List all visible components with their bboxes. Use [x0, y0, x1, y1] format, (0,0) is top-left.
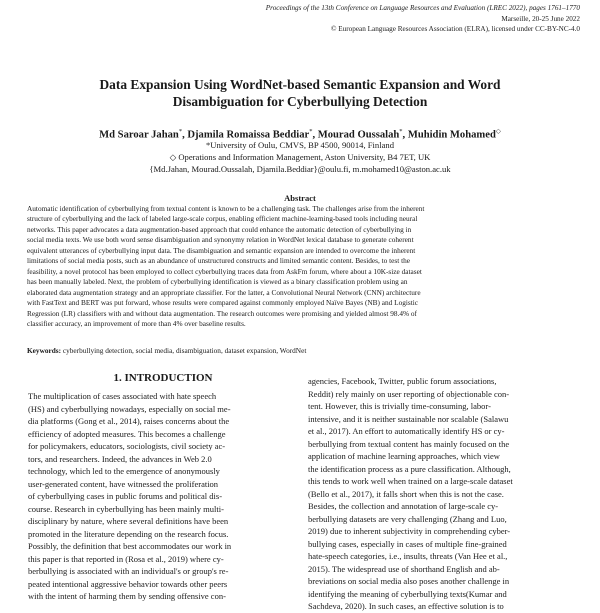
body-text-line: promoted in the literature depending on the research focus. — [28, 528, 229, 539]
body-text-line: efficiency of adopted measures. This becomes a challenge — [28, 428, 226, 439]
affiliation-mark: ◇ — [495, 128, 501, 135]
affiliation-mark: * — [309, 128, 313, 135]
title-line-2: Disambiguation for Cyberbullying Detection — [172, 94, 428, 109]
author-name: Mourad Oussalah — [317, 129, 400, 141]
body-text-line: bullying cases, especially in cases of multiple fine-grained — [308, 538, 507, 549]
body-text-line: berbullying datasets are very challenging (Zhang and Luo, — [308, 513, 507, 524]
body-text-line: this paper is that reported in (Rosa et al., 2019) where cy- — [28, 553, 224, 564]
title-line-1: Data Expansion Using WordNet-based Semantic Expansion and Word — [99, 77, 501, 92]
section-heading: 1. INTRODUCTION — [113, 372, 213, 384]
body-text-line: The multiplication of cases associated with hate speech — [28, 391, 217, 401]
body-text-line: 2019) due to inherent subjectivity in comprehending cyber- — [308, 526, 511, 536]
body-text-line: tors, and researchers. Indeed, the advances in Web 2.0 — [28, 453, 212, 464]
affiliation-mark: * — [399, 128, 403, 135]
abstract-line: elaborated data augmentation strategy and an appropriate classifier. For the latter, a Convolutional Neural Network (CNN) architecture — [27, 287, 421, 297]
keywords-text: cyberbullying detection, social media, disambiguation, dataset expansion, WordNet — [61, 346, 307, 355]
author-emails: {Md.Jahan, Mourad.Oussalah, Djamila.Beddiar}@oulu.fi, m.mohamed10@aston.ac.uk — [149, 164, 451, 174]
body-text-line: course. Research in cyberbullying has been mainly multi- — [28, 503, 224, 514]
abstract-line: social media texts. We use both word sense disambiguation and synonymy relation in WordNet lexical database to generate coherent — [27, 235, 414, 245]
body-text-line: dia platforms (Gong et al., 2014), raises concerns about the — [28, 416, 230, 426]
body-text-line: for policymakers, educators, sociologists, civil society ac- — [28, 441, 226, 451]
abstract-line: Automatic identification of cyberbullying from textual content is known to be a challenging task. The challenges arise from the inherent — [27, 204, 425, 213]
body-text-line: Sachdeva, 2020). In such cases, an effective solution is to — [308, 601, 504, 611]
abstract-line: Regression (LR) classifiers with and without data augmentation. The research outcomes were promising and yielded almost 98.4% of — [27, 308, 417, 318]
right-column — [308, 375, 574, 613]
body-text-line: of cyberbullying cases in public forums and political dis- — [28, 491, 223, 501]
affiliation-line-2: ◇ Operations and Information Management, Aston University, B4 7ET, UK — [169, 152, 431, 162]
body-text-line: Reddit) rely mainly on user reporting of objectionable con- — [308, 388, 510, 399]
abstract-heading: Abstract — [284, 193, 316, 203]
author-name: Muhidin Mohamed — [407, 129, 496, 141]
body-text-line: tent. However, this is trivially time-consuming, labor- — [308, 401, 491, 411]
abstract-line: has been manually labeled. Next, the problem of cyberbullying identification is viewed as a binary classification problem using an — [27, 277, 408, 287]
abstract-line: feasibility, a novel protocol has been employed to collect cyberbullying traces data from AskFm forum, where about a 10K-size dataset — [27, 266, 422, 276]
body-text-line: this tends to work well when trained on a large-scale dataset — [308, 476, 513, 486]
abstract-line: limitations of social media posts, such as an abundance of unstructured constructs and limited semantic content. Besides, to test the — [27, 256, 410, 266]
affiliation-mark: * — [178, 128, 183, 135]
left-column — [28, 390, 300, 603]
body-text-line: disciplinary by nature, where several definitions have been — [28, 516, 229, 526]
body-text-line: application of machine learning approaches, which view — [308, 451, 500, 461]
body-text-line: (HS) and cyberbullying nowadays, especially on social me- — [28, 403, 231, 414]
abstract-body — [27, 204, 577, 329]
header-line-3: © European Language Resources Association (ELRA), licensed under CC-BY-NC-4.0 — [331, 25, 580, 33]
body-text-line: berbullying is associated with an individual's or group's re- — [28, 566, 229, 576]
body-text-line: Possibly, the definition that best accommodates our work in — [28, 541, 232, 551]
abstract-line: equivalent utterances of cyberbullying input data. The disambiguation and semantic expansion are intended to overcome the inherent — [27, 245, 416, 255]
affiliations — [20, 139, 580, 175]
body-text-line: 2015). The widespread use of shorthand English and ab- — [308, 563, 500, 574]
header-line-1: Proceedings of the 13th Conference on Language Resources and Evaluation (LREC 2022), pages 1761–1770 — [265, 4, 580, 12]
body-text-line: et al., 2017). An effort to automatically identify HS or cy- — [308, 426, 505, 436]
body-text-line: (Bello et al., 2017), it falls short when this is not the case. — [308, 488, 504, 499]
abstract-line: networks. This paper advocates a data augmentation-based approach that could enhance the automatic detection of cyberbullying in — [27, 224, 412, 234]
body-text-line: technology, which led to the emergence of anonymously — [28, 466, 220, 476]
body-text-line: breviations on social media also poses another challenge in — [308, 576, 510, 586]
paper-title — [40, 76, 560, 110]
keywords — [27, 346, 577, 356]
body-text-line: berbullying from textual content has mainly focused on the — [308, 438, 510, 449]
author-separator: , — [312, 129, 318, 141]
affiliation-line-1: *University of Oulu, CMVS, BP 4500, 90014, Finland — [205, 140, 395, 150]
body-text-line: identifying the meaning of cyberbullying texts(Kumar and — [308, 588, 507, 599]
abstract-line: classifier accuracy, an improvement of more than 4% over baseline results. — [27, 318, 246, 328]
body-text-line: Besides, the collection and annotation of large-scale cy- — [308, 501, 499, 511]
body-text-line: with the intent of harming them by sending offensive con- — [28, 591, 226, 601]
proceedings-header — [250, 3, 580, 35]
author-name: Md Saroar Jahan — [99, 129, 179, 141]
author-separator: , — [402, 129, 408, 141]
body-text-line: hate-speech categories, i.e., insults, threats (Van Hee et al., — [308, 551, 508, 561]
abstract-line: with FastText and BERT was put forward, whose results were compared against commonly employed Naïve Bayes (NB) and Logistic — [27, 298, 419, 308]
body-text-line: peated intentional aggressive behavior towards other peers — [28, 578, 228, 589]
keywords-label: Keywords: — [27, 346, 62, 355]
body-text-line: agencies, Facebook, Twitter, public forum associations, — [308, 376, 497, 386]
author-separator: , — [182, 129, 188, 141]
author-name: Djamila Romaissa Beddiar — [187, 129, 310, 141]
body-text-line: user-generated content, have witnessed the proliferation — [28, 478, 219, 489]
header-line-2: Marseille, 20-25 June 2022 — [501, 14, 580, 23]
abstract-line: structure of cyberbullying and the lack of labeled large-scale corpus, enabling efficient machine-learning-based tools including neural — [27, 214, 418, 224]
body-text-line: the identification process as a pure classification. Although, — [308, 463, 511, 474]
body-text-line: intensive, and it is neither sustainable nor scalable (Salawu — [308, 413, 509, 424]
